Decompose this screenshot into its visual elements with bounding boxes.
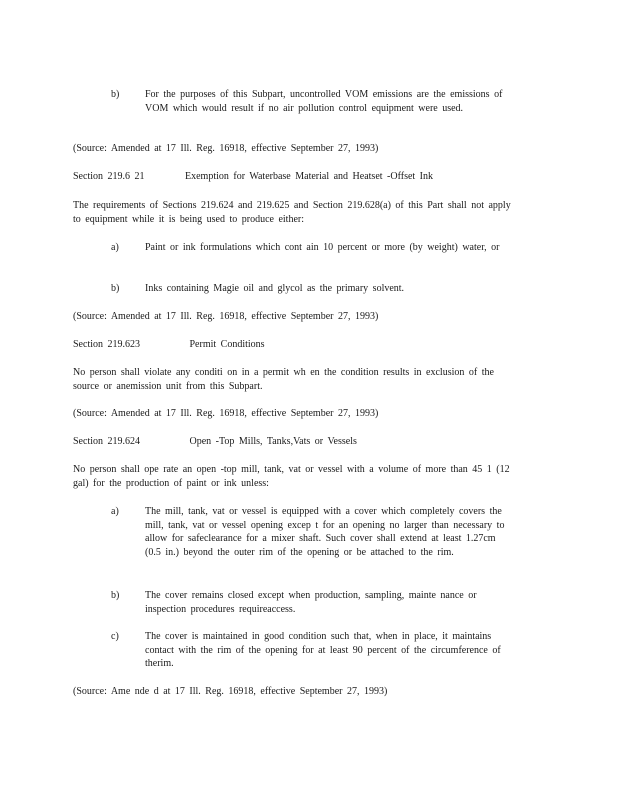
- section-heading: Section 219.6 21 Exemption for Waterbase Material and Heatset -Offset Ink: [73, 171, 434, 182]
- source-note: (Source: Ame nde d at 17 Ill. Reg. 16918, effective September 27, 1993): [73, 686, 388, 697]
- list-item-text: Paint or ink formulations which cont ain 10 percent or more (by weight) water, or: [145, 242, 500, 253]
- source-note: (Source: Amended at 17 Ill. Reg. 16918, effective September 27, 1993): [73, 408, 379, 419]
- list-item-letter: c): [111, 631, 119, 642]
- list-item-letter: a): [111, 242, 119, 253]
- list-item-text: The cover is maintained in good condition such that, when in place, it maintains contact with the rim of the opening for at least 90 percent of the circumference of therim.: [145, 631, 506, 669]
- section-heading: Section 219.623 Permit Conditions: [73, 339, 265, 350]
- source-note: (Source: Amended at 17 Ill. Reg. 16918, effective September 27, 1993): [73, 311, 379, 322]
- body-paragraph: No person shall violate any conditi on in a permit wh en the condition results in exclusion of the source or anemission unit from this Subpart.: [73, 367, 499, 392]
- source-note: (Source: Amended at 17 Ill. Reg. 16918, effective September 27, 1993): [73, 143, 379, 154]
- body-paragraph: The requirements of Sections 219.624 and 219.625 and Section 219.628(a) of this Part shall not apply to equipment while it is being used to produce either:: [73, 200, 516, 225]
- list-item-letter: b): [111, 283, 120, 294]
- list-item-text: The mill, tank, vat or vessel is equipped with a cover which completely covers the mill, tank, vat or vessel opening excep t for an opening no larger than necessary to allow for safeclearance for a mixer shaft. Such cover shall extend at least 1.27cm (0.5 in.) beyond the outer rim of the opening or be attached to the rim.: [145, 506, 509, 558]
- section-heading: Section 219.624 Open -Top Mills, Tanks,Vats or Vessels: [73, 436, 357, 447]
- list-item-letter: b): [111, 89, 120, 100]
- list-item-text: For the purposes of this Subpart, uncontrolled VOM emissions are the emissions of VOM which would result if no air pollution control equipment were used.: [145, 89, 507, 114]
- list-item-letter: a): [111, 506, 119, 517]
- list-item-text: Inks containing Magie oil and glycol as the primary solvent.: [145, 283, 405, 294]
- body-paragraph: No person shall ope rate an open -top mill, tank, vat or vessel with a volume of more than 45 1 (12 gal) for the production of paint or ink unless:: [73, 464, 515, 489]
- list-item-text: The cover remains closed except when production, sampling, mainte nance or inspection procedures requireaccess.: [145, 590, 482, 615]
- list-item-letter: b): [111, 590, 120, 601]
